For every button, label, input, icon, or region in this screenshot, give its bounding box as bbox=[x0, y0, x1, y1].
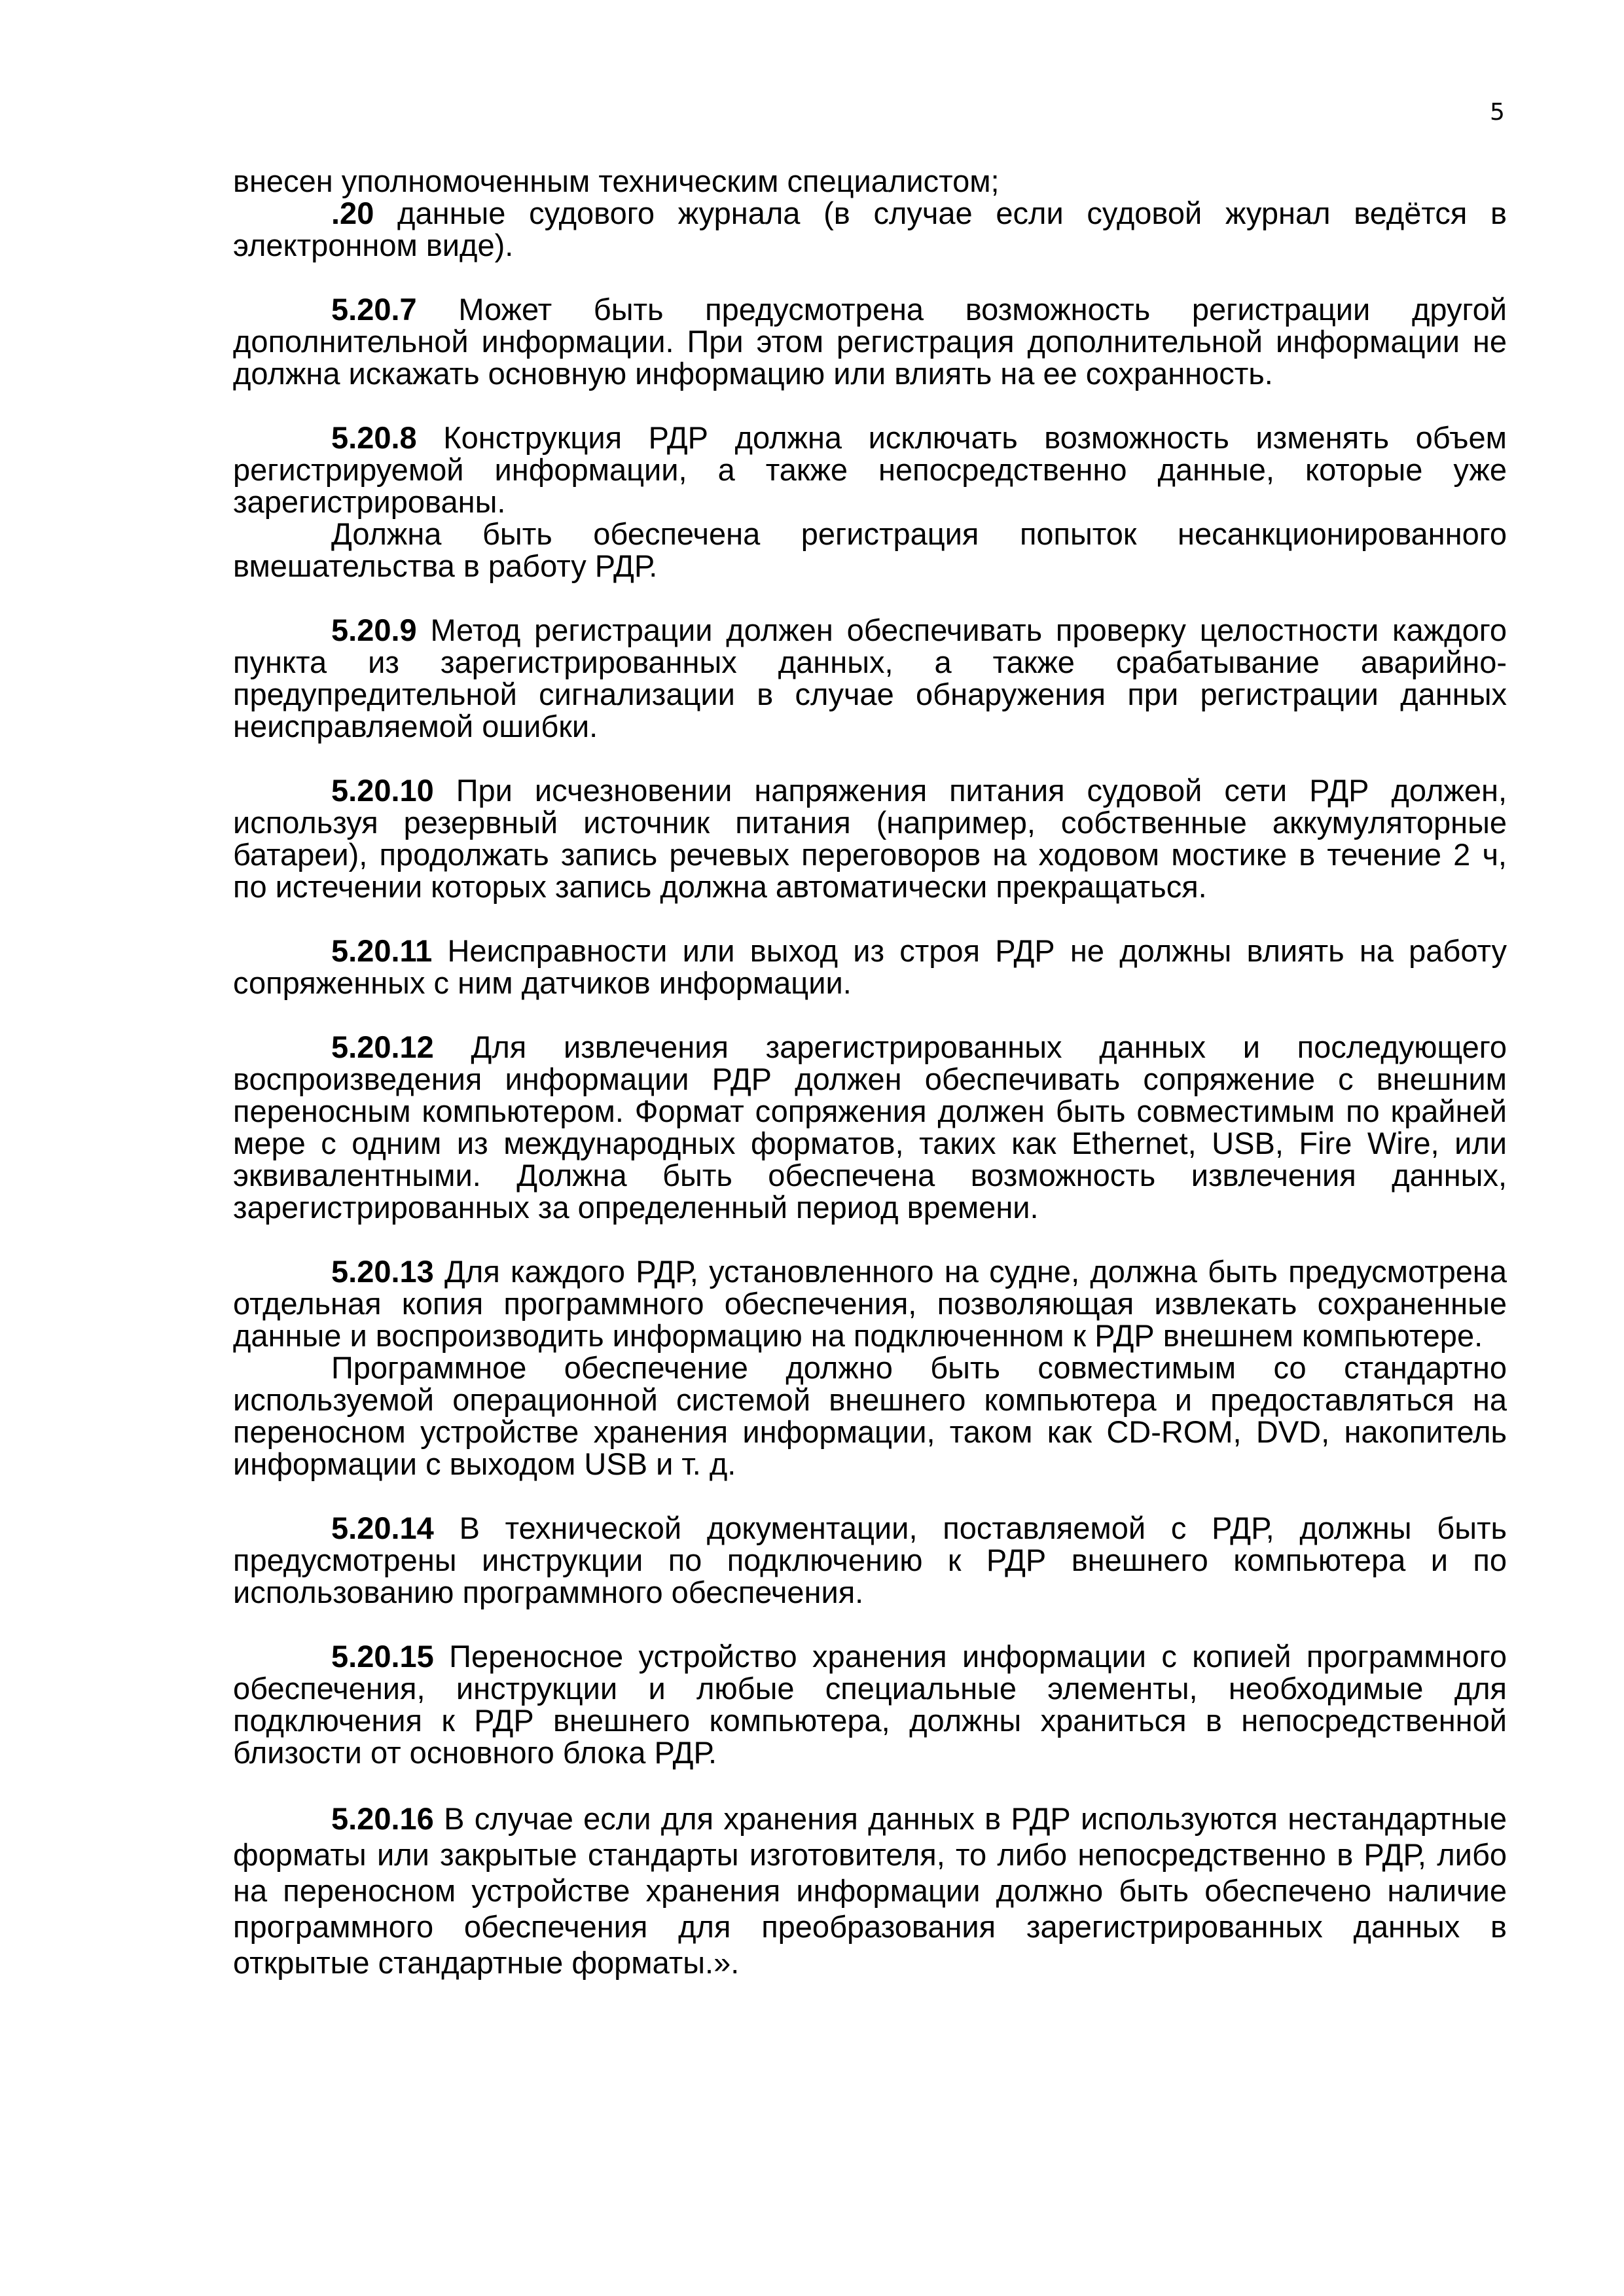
section-number: 5.20.16 bbox=[331, 1801, 434, 1836]
paragraph-text: внесен уполномоченным техническим специалистом; bbox=[233, 164, 1000, 198]
paragraph-5-20-9 bbox=[233, 614, 1507, 742]
section-number: 5.20.13 bbox=[331, 1254, 434, 1289]
document-body bbox=[233, 165, 1507, 1981]
section-number: 5.20.12 bbox=[331, 1030, 434, 1064]
paragraph-5-20-11 bbox=[233, 935, 1507, 999]
paragraph-5-20-10 bbox=[233, 774, 1507, 903]
paragraph-text: Должна быть обеспечена регистрация попыток несанкционированного вмешательства в работу РДР. bbox=[233, 516, 1507, 583]
section-number: 5.20.8 bbox=[331, 420, 417, 455]
paragraph-text: В случае если для хранения данных в РДР используются нестандартные форматы или закрытые стандарты изготовителя, то либо непосредственно в РДР, либо на переносном устройстве хранения информации должно быть обеспечено наличие программного обеспечения для преобразования зарегистрированных данных в открытые стандартные форматы.». bbox=[233, 1801, 1507, 1980]
paragraph-5-20-7 bbox=[233, 293, 1507, 389]
paragraph-text: Переносное устройство хранения информации с копией программного обеспечения, инструкции и любые специальные элементы, необходимые для подключения к РДР внешнего компьютера, должны храниться в непосредственной близости от основного блока РДР. bbox=[233, 1639, 1507, 1770]
paragraph-text: В технической документации, поставляемой с РДР, должны быть предусмотрены инструкции по подключению к РДР внешнего компьютера и по использованию программного обеспечения. bbox=[233, 1511, 1507, 1609]
paragraph-5-20-12 bbox=[233, 1031, 1507, 1223]
section-number: 5.20.9 bbox=[331, 613, 417, 647]
section-number: 5.20.14 bbox=[331, 1511, 434, 1545]
section-number: 5.20.10 bbox=[331, 773, 434, 808]
section-number: 5.20.15 bbox=[331, 1639, 434, 1674]
paragraph-continuation bbox=[233, 165, 1507, 197]
paragraph-text: Программное обеспечение должно быть совместимым со стандартно используемой операционной системой внешнего компьютера и предоставляться на переносном устройстве хранения информации, таком как CD-ROM, DVD, накопитель информации с выходом USB и т. д. bbox=[233, 1350, 1507, 1481]
paragraph-text: Может быть предусмотрена возможность регистрации другой дополнительной информации. При этом регистрация дополнительной информации не должна искажать основную информацию или влиять на ее сохранность. bbox=[233, 292, 1507, 391]
item-number: .20 bbox=[331, 196, 374, 230]
paragraph-5-20-8-continued bbox=[233, 518, 1507, 582]
paragraph-5-20-16 bbox=[233, 1801, 1507, 1981]
paragraph-5-20-13-continued bbox=[233, 1352, 1507, 1480]
paragraph-text: Для каждого РДР, установленного на судне, должна быть предусмотрена отдельная копия программного обеспечения, позволяющая извлекать сохраненные данные и воспроизводить информацию на подключенном к РДР внешнем компьютере. bbox=[233, 1254, 1507, 1353]
paragraph-5-20-8 bbox=[233, 422, 1507, 518]
paragraph-text: При исчезновении напряжения питания судовой сети РДР должен, используя резервный источник питания (например, собственные аккумуляторные батареи), продолжать запись речевых переговоров на ходовом мостике в течение 2 ч, по истечении которых запись должна автоматически прекращаться. bbox=[233, 773, 1507, 904]
paragraph-text: Для извлечения зарегистрированных данных и последующего воспроизведения информации РДР должен обеспечивать сопряжение с внешним переносным компьютером. Формат сопряжения должен быть совместимым по крайней мере с одним из международных форматов, таких как Ethernet, USB, Fire Wire, или эквивалентными. Должна быть обеспечена возможность извлечения данных, зарегистрированных за определенный период времени. bbox=[233, 1030, 1507, 1225]
page-number: 5 bbox=[1490, 99, 1505, 126]
paragraph-text: Неисправности или выход из строя РДР не должны влиять на работу сопряженных с ним датчиков информации. bbox=[233, 933, 1507, 1000]
paragraph-5-20-15 bbox=[233, 1640, 1507, 1768]
paragraph-text: Конструкция РДР должна исключать возможность изменять объем регистрируемой информации, а также непосредственно данные, которые уже зарегистрированы. bbox=[233, 420, 1507, 519]
paragraph-text: данные судового журнала (в случае если судовой журнал ведётся в электронном виде). bbox=[233, 196, 1507, 262]
section-number: 5.20.11 bbox=[331, 933, 433, 968]
paragraph-5-20-13 bbox=[233, 1255, 1507, 1352]
section-number: 5.20.7 bbox=[331, 292, 417, 327]
paragraph-text: Метод регистрации должен обеспечивать проверку целостности каждого пункта из зарегистрированных данных, а также срабатывание аварийно-предупредительной сигнализации в случае обнаружения при регистрации данных неисправляемой ошибки. bbox=[233, 613, 1507, 744]
paragraph-item-20 bbox=[233, 197, 1507, 261]
paragraph-5-20-14 bbox=[233, 1512, 1507, 1608]
